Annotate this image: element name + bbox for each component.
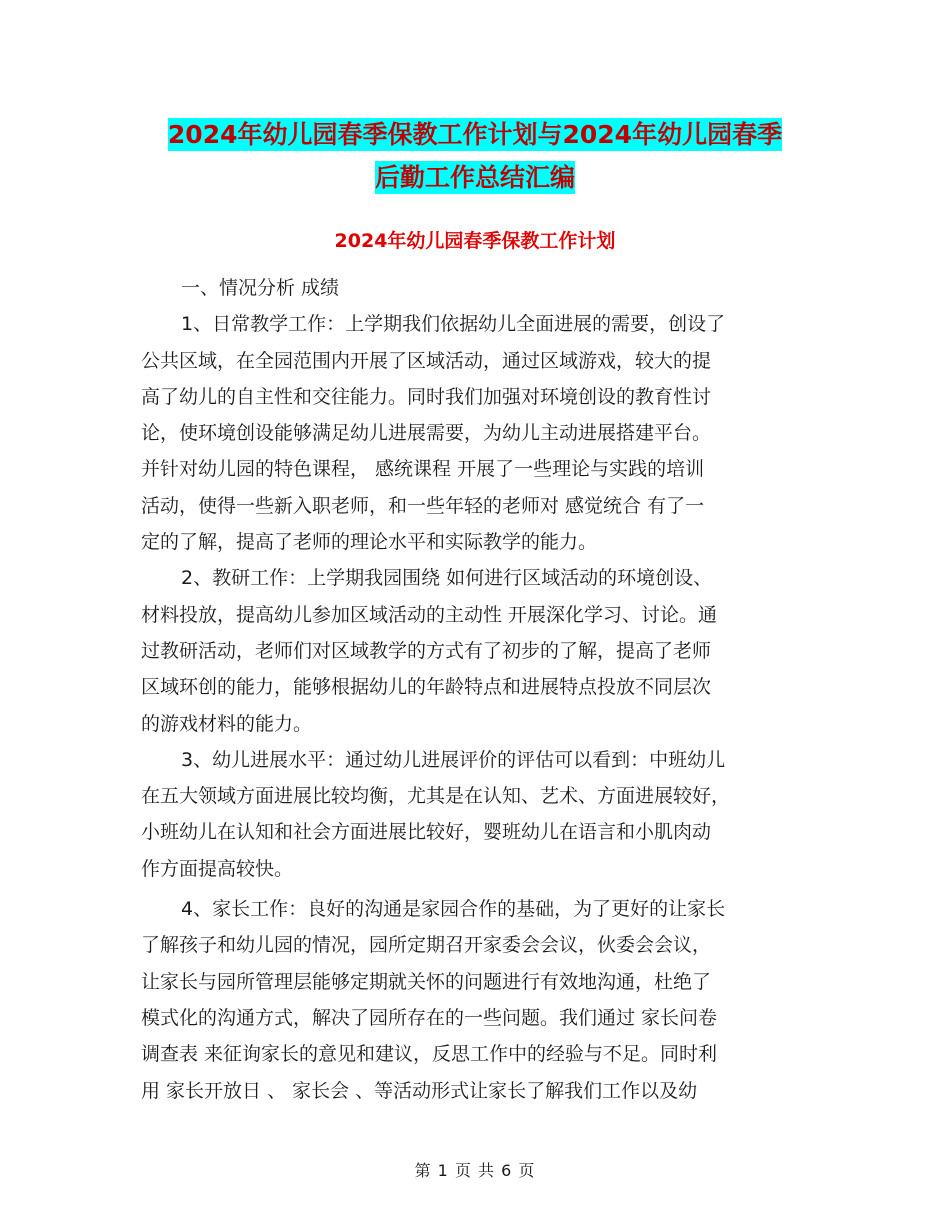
document-title-line-1 bbox=[0, 115, 950, 151]
paragraph-line: 定的了解，提高了老师的理论水平和实际教学的能力。 bbox=[141, 531, 598, 554]
paragraph-line: 论，使环境创设能够满足幼儿进展需要，为幼儿主动进展搭建平台。 bbox=[141, 422, 712, 445]
paragraph-line: 过教研活动，老师们对区域教学的方式有了初步的了解，提高了老师 bbox=[141, 639, 712, 662]
paragraph-line: 用 家长开放日 、 家长会 、等活动形式让家长了解我们工作以及幼 bbox=[141, 1079, 698, 1102]
paragraph-line: 公共区域，在全园范围内开展了区域活动，通过区域游戏，较大的提 bbox=[141, 349, 712, 372]
document-title-text-1: 2024年幼儿园春季保教工作计划与2024年幼儿园春季 bbox=[167, 120, 783, 149]
paragraph-line: 并针对幼儿园的特色课程， 感统课程 开展了一些理论与实践的培训 bbox=[141, 458, 705, 481]
body-text bbox=[141, 270, 809, 1109]
paragraph-line: 模式化的沟通方式，解决了园所存在的一些问题。我们通过 家长问卷 bbox=[141, 1006, 718, 1029]
paragraph-line: 了解孩子和幼儿园的情况，园所定期召开家委会会议，伙委会会议， bbox=[141, 934, 712, 957]
document-title-line-2 bbox=[0, 158, 950, 194]
page-footer: 第 1 页 共 6 页 bbox=[414, 1161, 536, 1180]
paragraph-line: 高了幼儿的自主性和交往能力。同时我们加强对环境创设的教育性讨 bbox=[141, 385, 712, 408]
paragraph-line: 4、家长工作：良好的沟通是家园合作的基础，为了更好的让家长 bbox=[181, 898, 726, 921]
paragraph-line: 2、教研工作：上学期我园围绕 如何进行区域活动的环境创设、 bbox=[181, 567, 713, 590]
paragraph-line: 作方面提高较快。 bbox=[141, 857, 294, 880]
paragraph-line: 活动，使得一些新入职老师，和一些年轻的老师对 感觉统合 有了一 bbox=[141, 494, 705, 517]
paragraph-line: 在五大领域方面进展比较均衡，尤其是在认知、艺术、方面进展较好， bbox=[141, 785, 731, 808]
paragraph-line: 让家长与园所管理层能够定期就关怀的问题进行有效地沟通，杜绝了 bbox=[141, 970, 712, 993]
paragraph-line: 材料投放，提高幼儿参加区域活动的主动性 开展深化学习、讨论。通 bbox=[141, 603, 718, 626]
paragraph-line: 3、幼儿进展水平：通过幼儿进展评价的评估可以看到：中班幼儿 bbox=[181, 748, 726, 771]
paragraph-line: 的游戏材料的能力。 bbox=[141, 712, 313, 735]
paragraph-line: 调查表 来征询家长的意见和建议，反思工作中的经验与不足。同时利 bbox=[141, 1043, 718, 1066]
section-title: 2024年幼儿园春季保教工作计划 bbox=[334, 230, 616, 252]
paragraph-line: 1、日常教学工作：上学期我们依据幼儿全面进展的需要，创设了 bbox=[181, 313, 726, 336]
paragraph-line: 区域环创的能力，能够根据幼儿的年龄特点和进展特点投放不同层次 bbox=[141, 676, 712, 699]
document-title-text-2: 后勤工作总结汇编 bbox=[374, 163, 575, 192]
paragraph-line: 小班幼儿在认知和社会方面进展比较好，婴班幼儿在语言和小肌肉动 bbox=[141, 821, 712, 844]
heading-situation-analysis: 一、情况分析 成绩 bbox=[181, 277, 340, 299]
